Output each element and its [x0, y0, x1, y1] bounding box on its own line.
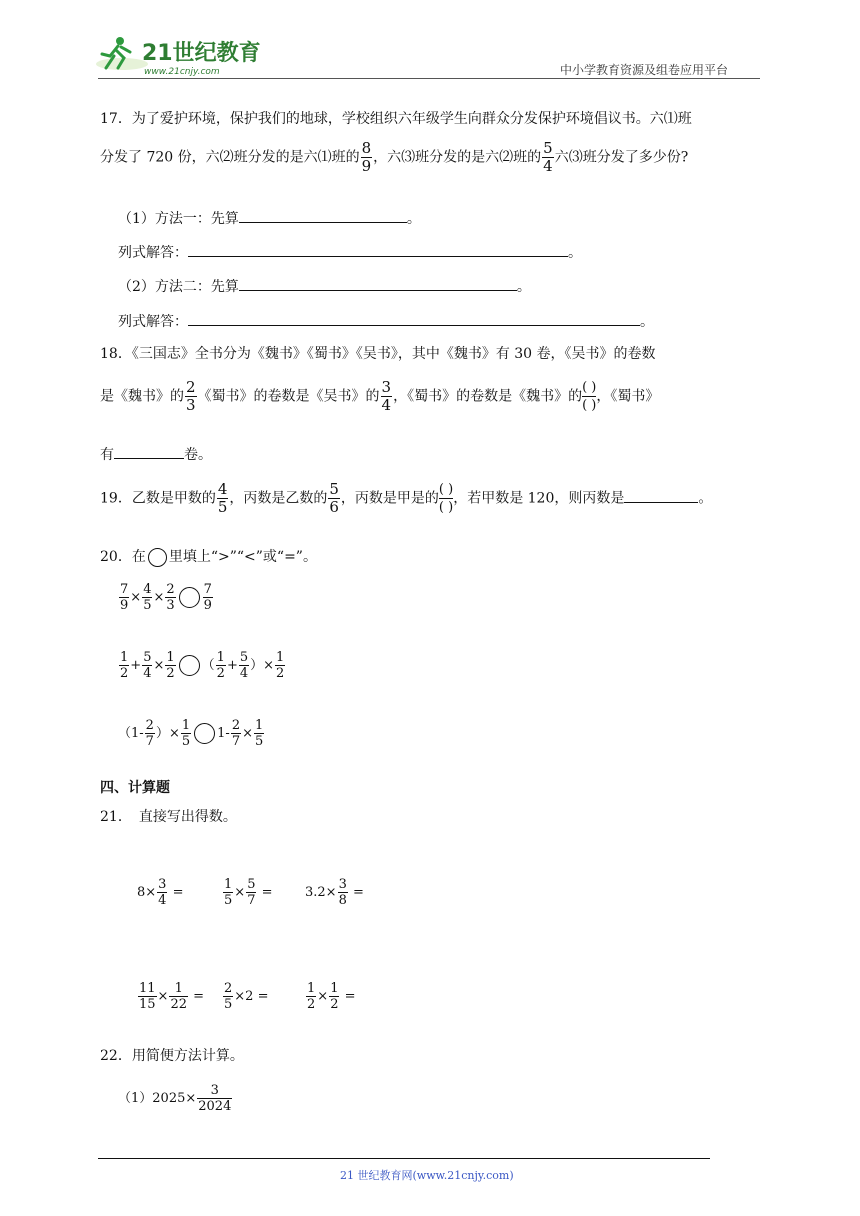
q20-r2-lparen: （ [201, 658, 215, 673]
q18-text-a: 是《魏书》的 [100, 388, 184, 405]
q21-e4-frac-b: $\frac{1}{22}$ [170, 981, 187, 1012]
q17-text-b: ，六⑶班分发的是六⑵班的 [373, 149, 542, 166]
q21-e5-frac: $\frac{2}{5}$ [224, 981, 233, 1012]
q20-row1 [118, 583, 214, 612]
q17-fraction-2: $\frac{5}{4}$ [543, 139, 553, 175]
q17-method2-solve [118, 311, 654, 331]
site-logo [94, 34, 264, 78]
q19-text-a: 19．乙数是甲数的 [100, 490, 216, 507]
q21-e2-frac-a: $\frac{1}{5}$ [224, 877, 233, 908]
q20-r3-lparen: （1- [118, 726, 144, 741]
q19-fraction-2: $\frac{5}{6}$ [329, 480, 339, 516]
q17-method1-end: 。 [406, 211, 421, 227]
q20-r1-frac-b: $\frac{4}{5}$ [143, 582, 152, 613]
q21-e3-a: 3.2× [305, 885, 337, 900]
q19-text-c: ，丙数是甲是的 [340, 490, 439, 507]
q20-r2-frac-d: $\frac{1}{2}$ [216, 650, 225, 681]
q20-r2-frac-a: $\frac{1}{2}$ [120, 650, 129, 681]
q20-title-a: 20．在 [100, 549, 146, 565]
q21-e1-frac: $\frac{3}{4}$ [158, 877, 167, 908]
logo-url: www.21cnjy.com [144, 67, 220, 77]
q21-e3-frac: $\frac{3}{8}$ [338, 877, 347, 908]
q19-text-b: ，丙数是乙数的 [229, 490, 328, 507]
q20-r3-frac-d: $\frac{1}{5}$ [255, 718, 264, 749]
q20-r2-op1: + [130, 658, 142, 673]
q17-method2-solve-blank[interactable] [188, 312, 640, 326]
q21-e2-op: × [234, 885, 246, 900]
q20-r3-op: × [242, 726, 253, 741]
q21-e6-frac-a: $\frac{1}{2}$ [307, 981, 316, 1012]
q17-method2 [118, 276, 531, 296]
q21-e4-op: × [157, 989, 169, 1004]
q20-r1-op1: × [130, 590, 142, 605]
q21-e5-op: ×2 = [234, 989, 269, 1004]
q22-p1-a: 2025× [152, 1091, 197, 1106]
compare-circle-2[interactable] [179, 655, 200, 676]
q17-line1: 17．为了爱护环境，保护我们的地球，学校组织六年级学生向群众分发保护环境倡议书。六⑴班 [100, 111, 692, 127]
q20-r3-frac-a: $\frac{2}{7}$ [145, 718, 154, 749]
q21-expr-6 [305, 982, 356, 1011]
section-heading: 四、计算题 [100, 780, 170, 796]
q20-r1-frac-d: $\frac{7}{9}$ [203, 582, 212, 613]
q21-e2-frac-b: $\frac{5}{7}$ [247, 877, 256, 908]
q17-fraction-1: $\frac{8}{9}$ [361, 139, 372, 175]
q18-fraction-2: $\frac{3}{4}$ [381, 378, 392, 414]
q19-line [100, 482, 712, 515]
q17-method1-solve-blank[interactable] [188, 243, 568, 257]
footer-text[interactable]: 21 世纪教育网(www.21cnjy.com) [340, 1169, 514, 1182]
q17-method1-blank[interactable] [239, 209, 407, 223]
q17-method2-solve-label: 列式解答： [118, 314, 188, 330]
q18-blank-fraction[interactable]: ( ) ( ) [582, 380, 597, 413]
q18-text-c: ，《蜀书》的卷数是《魏书》的 [393, 388, 583, 405]
header-divider [98, 78, 760, 79]
q17-method1-solve [118, 242, 582, 262]
q17-line2 [100, 141, 688, 174]
q20-title [100, 546, 317, 567]
q18-text-f: 卷。 [184, 447, 212, 463]
q17-method2-end: 。 [516, 279, 531, 295]
q18-fraction-1: $\frac{2}{3}$ [186, 378, 196, 414]
q21-e3-eq: = [348, 885, 364, 900]
q21-expr-5 [222, 982, 268, 1011]
q21-expr-1 [137, 878, 183, 907]
q20-r1-frac-a: $\frac{7}{9}$ [120, 582, 129, 613]
q20-r2-op3: + [226, 658, 238, 673]
q19-fraction-1: $\frac{4}{5}$ [217, 480, 228, 516]
q20-r2-frac-f: $\frac{1}{2}$ [276, 650, 285, 681]
q18-line1: 18．《三国志》全书分为《魏书》《蜀书》《吴书》，其中《魏书》有 30 卷，《吴书》的卷数 [100, 346, 656, 362]
q22-title: 22．用简便方法计算。 [100, 1048, 244, 1064]
q18-text-d: ，《蜀书》 [596, 388, 660, 405]
q17-method2-solve-end: 。 [640, 314, 654, 330]
q21-e6-eq: = [340, 989, 356, 1004]
q17-text-c: 六⑶班分发了多少份? [554, 149, 689, 166]
q17-method2-label: （2）方法二：先算 [118, 279, 239, 295]
q21-expr-4 [137, 982, 204, 1011]
q18-text-e: 有 [100, 447, 114, 463]
q20-r1-op2: × [153, 590, 165, 605]
q20-r1-frac-c: $\frac{2}{3}$ [166, 582, 175, 613]
circle-icon [148, 548, 167, 567]
q20-title-b: 里填上“>”“<”或“=”。 [168, 549, 317, 565]
q18-text-b: 《蜀书》的卷数是《吴书》的 [197, 388, 380, 405]
q20-r2-frac-c: $\frac{1}{2}$ [166, 650, 175, 681]
q18-line3 [100, 444, 212, 464]
q18-answer-blank[interactable] [114, 445, 184, 459]
footer-divider [98, 1158, 710, 1159]
q22-p1-frac: $\frac{3}{2024}$ [198, 1083, 232, 1114]
q21-expr-3 [305, 878, 364, 907]
q17-method1-solve-label: 列式解答： [118, 245, 188, 261]
q20-r3-frac-c: $\frac{2}{7}$ [231, 718, 241, 749]
logo-text: 21世纪教育 [142, 41, 261, 66]
q17-text-a: 分发了 720 份，六⑵班分发的是六⑴班的 [100, 149, 360, 166]
q17-method1-label: （1）方法一：先算 [118, 211, 239, 227]
q20-r2-rparen: ）× [250, 658, 275, 673]
q22-part1 [118, 1084, 233, 1113]
q21-title: 21． 直接写出得数。 [100, 809, 237, 825]
compare-circle-1[interactable] [179, 587, 200, 608]
q20-r3-one-minus: 1- [217, 726, 230, 741]
q21-expr-2 [222, 878, 273, 907]
q21-e6-frac-b: $\frac{1}{2}$ [330, 981, 339, 1012]
q18-line2 [100, 380, 659, 413]
q17-method1 [118, 208, 421, 228]
header-platform-text: 中小学教育资源及组卷应用平台 [560, 63, 729, 77]
q19-text-d: ，若甲数是 120，则丙数是 [453, 490, 625, 507]
q22-p1-label: （1） [118, 1091, 153, 1106]
q21-e6-op: × [317, 989, 329, 1004]
q20-row3 [118, 719, 265, 748]
q20-r3-rparen: ）× [155, 726, 180, 741]
q21-e4-frac-a: $\frac{11}{15}$ [139, 981, 156, 1012]
q20-row2 [118, 651, 286, 680]
q20-r3-frac-b: $\frac{1}{5}$ [181, 718, 191, 749]
q21-e2-eq: = [257, 885, 273, 900]
q20-r2-frac-b: $\frac{5}{4}$ [143, 650, 152, 681]
q19-text-e: 。 [698, 490, 713, 507]
q19-blank-fraction[interactable]: ( ) ( ) [438, 482, 454, 515]
q20-r2-op2: × [153, 658, 165, 673]
q17-method2-blank[interactable] [239, 277, 517, 291]
q17-method1-solve-end: 。 [568, 245, 582, 261]
compare-circle-3[interactable] [194, 723, 215, 744]
q21-e1-eq: = [168, 885, 184, 900]
q21-e4-eq: = [189, 989, 205, 1004]
q19-answer-blank[interactable] [624, 489, 698, 503]
q20-r2-frac-e: $\frac{5}{4}$ [239, 650, 249, 681]
q21-e1-a: 8× [137, 885, 157, 900]
